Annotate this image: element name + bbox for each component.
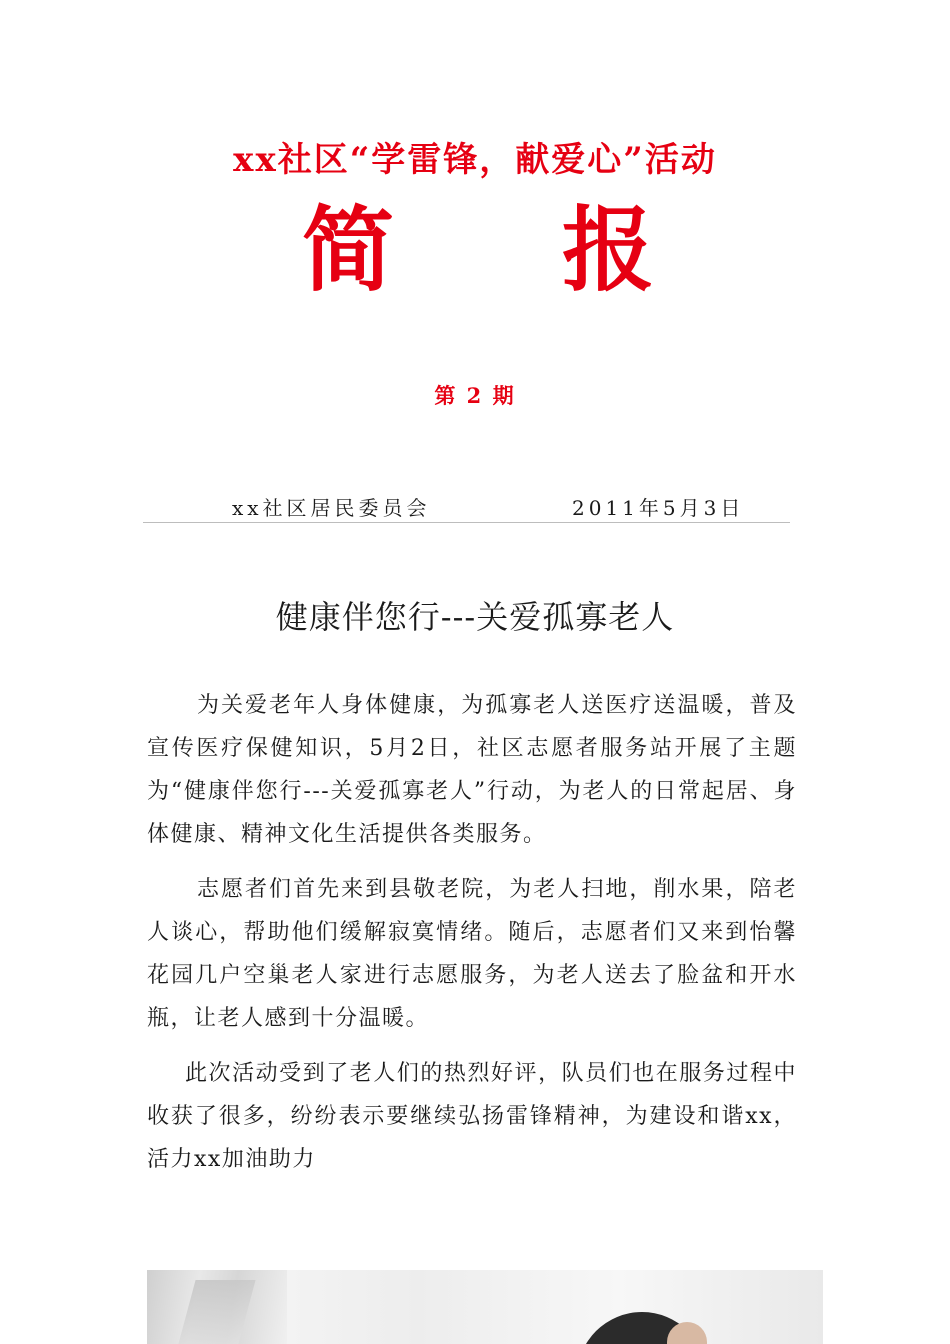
header-divider [143, 522, 790, 523]
issue-number: 第 2 期 [434, 383, 516, 408]
article-paragraph-2: 志愿者们首先来到县敬老院，为老人扫地，削水果，陪老人谈心，帮助他们缓解寂寞情绪。随后，志愿者们又来到怡馨花园几户空巢老人家进行志愿服务，为老人送去了脸盆和开水瓶，让老人感到十分温暖。 [147, 877, 797, 1031]
bulletin-title-left-char: 简 [302, 196, 395, 304]
issuing-organization: xx社区居民委员会 [232, 496, 431, 520]
bulletin-title-right-char: 报 [562, 196, 655, 304]
article-title: 健康伴您行---关爱孤寡老人 [275, 598, 675, 636]
banner-title: xx社区“学雷锋，献爱心”活动 [233, 140, 717, 180]
article-paragraph-3: 此次活动受到了老人们的热烈好评，队员们也在服务过程中收获了很多，纷纷表示要继续弘扬雷锋精神，为建设和谐xx，活力xx加油助力 [147, 1061, 797, 1172]
activity-photo [147, 1270, 823, 1344]
issue-date: 2011年5月3日 [572, 496, 745, 520]
article-paragraph-1: 为关爱老年人身体健康，为孤寡老人送医疗送温暖，普及宣传医疗保健知识，5月2日，社区志愿者服务站开展了主题为“健康伴您行---关爱孤寡老人”行动，为老人的日常起居、身体健康、精神文化生活提供各类服务。 [147, 693, 797, 847]
